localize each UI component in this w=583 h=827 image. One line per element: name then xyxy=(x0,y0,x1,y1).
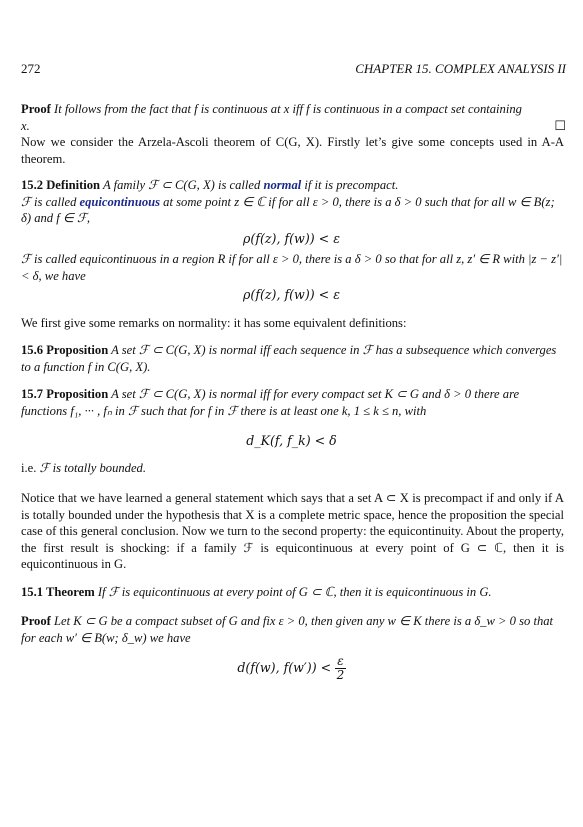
proposition-label: 15.7 Proposition xyxy=(21,387,109,401)
theorem-15-1 xyxy=(21,584,564,601)
proposition-text: A set ℱ ⊂ C(G, X) is normal iff each sequence in ℱ has a subsequence which converges to a function f in C(G, X). xyxy=(21,343,557,374)
definition-label: 15.2 Definition xyxy=(21,178,101,192)
ie-text: i.e. xyxy=(21,461,40,475)
term-equicontinuous: equicontinuous xyxy=(79,194,161,209)
proposition-15-6 xyxy=(21,342,564,375)
arzela-paragraph: Now we consider the Arzela-Ascoli theorem of C(G, X). Firstly let’s give some concepts used in A-A theorem. xyxy=(21,135,564,166)
notice-paragraph: Notice that we have learned a general statement which says that a set A ⊂ X is precompact if and only if A is totally bounded under the hypothesis that X is a complete metric space, hence the proposition the special case of this general conclusion. Now we turn to the second property: the equicontinuity. About the property, the first result is shocking: if a family ℱ is equicontinuous at every point of G ⊂ ℂ, then it is equicontinuous in G. xyxy=(21,491,564,572)
definition-text: A family ℱ ⊂ C(G, X) is called xyxy=(102,178,264,192)
chapter-title: CHAPTER 15. COMPLEX ANALYSIS II xyxy=(355,61,566,76)
equation-lhs: d(f(w), f(w′)) < xyxy=(237,660,332,675)
equation-3: d_K(f, f_k) < δ xyxy=(246,433,337,448)
fraction-denominator: 2 xyxy=(336,668,345,682)
proof-text: Let K ⊂ G be a compact subset of G and fix ε > 0, then given any w ∈ K there is a δ_w > 0 so that for each w′ ∈ B(w; δ_w) we have xyxy=(21,614,554,645)
proof-text-cont: x. xyxy=(21,118,30,133)
term-normal: normal xyxy=(263,178,302,192)
theorem-text: If ℱ is equicontinuous at every point of G ⊂ ℂ, then it is equicontinuous in G. xyxy=(97,585,492,599)
proposition-label: 15.6 Proposition xyxy=(21,343,109,357)
page-number: 272 xyxy=(21,61,41,76)
definition-text: if it is precompact. xyxy=(301,178,399,192)
definition-region-text: ℱ is called equicontinuous in a region R if for all ε > 0, there is a δ > 0 so that for all z, z′ ∈ R with |z − z′| < δ, we have xyxy=(21,252,563,283)
proof-paragraph-2 xyxy=(21,613,564,646)
running-header xyxy=(21,61,566,79)
proposition-text: A set ℱ ⊂ C(G, X) is normal iff for every compact set K ⊂ G and δ > 0 there are functions f₁, ··· , fₙ in ℱ such that for f in ℱ there is at least one k, 1 ≤ k ≤ n, with xyxy=(21,387,520,418)
equation-4 xyxy=(0,655,583,682)
proof-label: Proof xyxy=(21,102,51,116)
proof-text: It follows from the fact that f is continuous at x iff f is continuous in a compact set containing xyxy=(54,102,522,116)
equation-1: ρ(f(z), f(w)) < ε xyxy=(243,231,340,246)
remarks-paragraph: We first give some remarks on normality: it has some equivalent definitions: xyxy=(21,316,407,330)
qed-symbol: ☐ xyxy=(554,118,566,133)
proof-label: Proof xyxy=(21,614,51,628)
fraction xyxy=(335,655,345,682)
equation-2: ρ(f(z), f(w)) < ε xyxy=(243,287,340,302)
fraction-numerator: ε xyxy=(337,654,344,668)
proposition-15-7 xyxy=(21,386,564,419)
theorem-label: 15.1 Theorem xyxy=(21,585,95,599)
ie-line xyxy=(21,460,564,477)
proof-paragraph-1 xyxy=(21,101,564,134)
definition-text: at some point z ∈ ℂ if for all ε > 0, there is a δ > 0 such that for all w ∈ B(z; δ) and f ∈ ℱ, xyxy=(21,194,555,226)
definition-text: ℱ is called xyxy=(21,194,80,209)
definition-15-2 xyxy=(21,177,564,227)
ie-text-italic: ℱ is totally bounded. xyxy=(39,461,146,475)
